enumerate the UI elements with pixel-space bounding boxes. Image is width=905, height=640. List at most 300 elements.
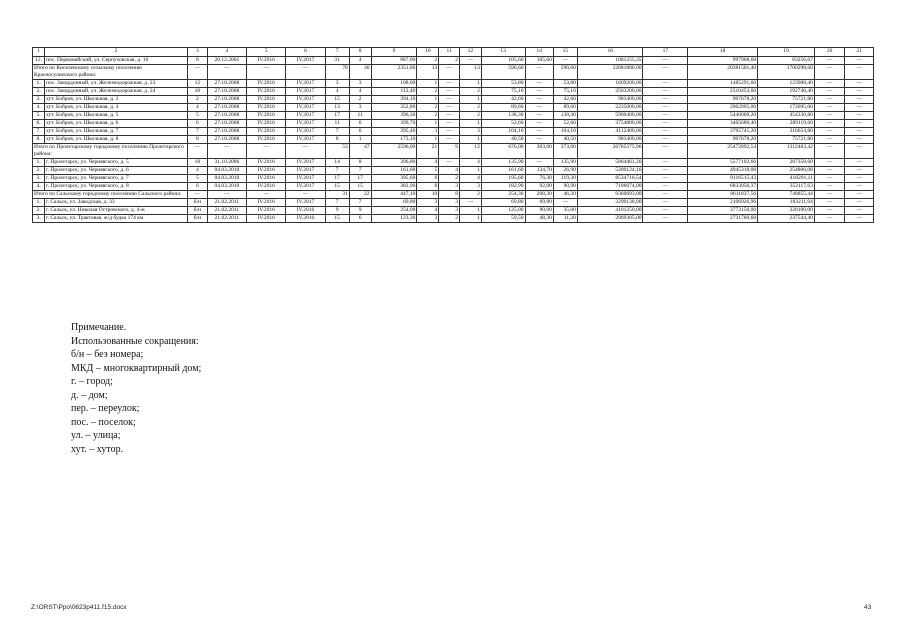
table-cell: 6 <box>349 128 371 136</box>
table-cell: — <box>814 159 845 167</box>
table-cell: 676,00 <box>481 144 525 159</box>
file-path-footer: Z:\ORST\Ppo\0623p411.f15.docx <box>31 604 127 611</box>
table-row <box>33 175 874 183</box>
table-cell: 983400,00 <box>577 136 643 144</box>
address-cell: хут. Бобров, ул. Школьная, д. 7 <box>45 128 188 136</box>
table-cell: 36 <box>349 65 371 80</box>
table-cell: 52,60 <box>481 120 525 128</box>
table-cell: — <box>643 175 688 183</box>
column-number-header: 13 <box>481 48 525 57</box>
table-cell: — <box>845 159 874 167</box>
table-cell: — <box>845 175 874 183</box>
table-row <box>33 112 874 120</box>
table-cell: 395,40 <box>371 128 417 136</box>
table-cell: — <box>845 57 874 65</box>
table-cell: — <box>814 120 845 128</box>
table-cell: — <box>814 167 845 175</box>
table-cell: IV.2016 <box>247 175 286 183</box>
table-row <box>33 167 874 175</box>
table-cell: 1 <box>349 136 371 144</box>
table-cell: 4 <box>459 159 481 167</box>
table-cell: 25472892,54 <box>688 144 758 159</box>
table-cell: — <box>439 128 460 136</box>
subtotal-row <box>33 65 874 80</box>
table-cell: 2 <box>459 112 481 120</box>
table-cell: 287358,60 <box>758 159 815 167</box>
table-cell: 2 <box>459 88 481 96</box>
table-cell: 5577102,66 <box>688 159 758 167</box>
address-cell: хут. Бобров, ул. Школьная, д. 5 <box>45 112 188 120</box>
table-cell: 396,30 <box>371 112 417 120</box>
table-cell: 418201,11 <box>758 175 815 183</box>
table-cell: — <box>845 207 874 215</box>
table-cell: — <box>247 191 286 199</box>
table-cell: IV.2016 <box>247 215 286 223</box>
table-cell: 6 <box>417 183 439 191</box>
table-cell: 373,00 <box>553 144 577 159</box>
table-cell: 31.10.2006 <box>207 159 246 167</box>
table-cell: 3 <box>349 80 371 88</box>
table-cell: 3465680,40 <box>688 120 758 128</box>
table-cell: 48,30 <box>525 215 553 223</box>
address-cell: г. Сальск, ул. Николая Островского, д. 4-ж <box>45 207 188 215</box>
table-cell: — <box>814 191 845 199</box>
table-cell: 12 <box>459 144 481 159</box>
table-cell: 3 <box>349 104 371 112</box>
table-cell: 83256,67 <box>758 57 815 65</box>
table-cell: 2. <box>33 167 45 175</box>
table-cell: 2596,00 <box>371 144 417 159</box>
table-cell: 4 <box>349 88 371 96</box>
table-cell: — <box>525 128 553 136</box>
table-cell: 8534716,54 <box>577 175 643 183</box>
table-cell: — <box>643 128 688 136</box>
table-cell: — <box>845 104 874 112</box>
table-row <box>33 80 874 88</box>
abbrev-item: ул. – улица; <box>71 430 121 441</box>
table-cell: — <box>814 175 845 183</box>
table-cell: — <box>553 57 577 65</box>
table-row <box>33 207 874 215</box>
table-cell: 27.10.2008 <box>207 136 246 144</box>
table-cell: 1485291,60 <box>688 80 758 88</box>
table-cell: 172095,00 <box>758 104 815 112</box>
table-header-row <box>33 48 874 57</box>
table-cell: 6 <box>417 175 439 183</box>
table-cell: 2. <box>33 207 45 215</box>
table-cell: — <box>643 167 688 175</box>
table-cell: IV.2017 <box>286 80 325 88</box>
table-cell: 14 <box>325 159 349 167</box>
table-cell: 2351,80 <box>371 65 417 80</box>
table-cell: 4101250,00 <box>577 207 643 215</box>
table-row <box>33 57 874 65</box>
table-row <box>33 215 874 223</box>
table-cell: — <box>845 191 874 199</box>
table-cell: — <box>814 104 845 112</box>
housing-register-table <box>32 47 874 223</box>
table-cell: — <box>439 136 460 144</box>
column-number-header: 18 <box>688 48 758 57</box>
table-cell: 123,30 <box>371 215 417 223</box>
table-cell: IV.2017 <box>286 167 325 175</box>
table-cell: IV.2016 <box>247 207 286 215</box>
table-cell: 20381501,40 <box>688 65 758 80</box>
table-cell: 6 <box>349 215 371 223</box>
table-cell: 8611837,56 <box>688 191 758 199</box>
column-number-header: 20 <box>814 48 845 57</box>
table-cell: IV.2017 <box>286 57 325 65</box>
table-cell: — <box>845 136 874 144</box>
table-cell: IV.2017 <box>286 88 325 96</box>
table-cell: 4 <box>325 88 349 96</box>
table-cell: — <box>459 57 481 65</box>
table-cell: 53,80 <box>481 80 525 88</box>
table-cell: 21.02.2011 <box>207 207 246 215</box>
column-number-header: 16 <box>577 48 643 57</box>
table-cell: 1. <box>33 199 45 207</box>
table-cell: — <box>643 191 688 199</box>
table-cell: IV.2016 <box>247 136 286 144</box>
table-cell: 454330,80 <box>758 112 815 120</box>
table-cell: 11 <box>349 112 371 120</box>
table-cell: 8 <box>439 191 460 199</box>
table-cell: 134,70 <box>525 167 553 175</box>
table-cell: 316654,80 <box>758 128 815 136</box>
table-cell: — <box>247 65 286 80</box>
table-cell: 447,10 <box>371 191 417 199</box>
table-cell: 2 <box>439 175 460 183</box>
table-cell: — <box>286 191 325 199</box>
table-cell: — <box>286 144 325 159</box>
table-cell: — <box>845 144 874 159</box>
table-cell: 26,90 <box>553 167 577 175</box>
table-cell: 104,10 <box>481 128 525 136</box>
table-row <box>33 199 874 207</box>
table-cell: — <box>845 199 874 207</box>
table-cell: 4 <box>188 167 208 175</box>
table-cell: — <box>845 80 874 88</box>
table-cell: 2 <box>459 191 481 199</box>
column-number-header: 17 <box>643 48 688 57</box>
table-cell: 3795745,20 <box>688 128 758 136</box>
table-cell: IV.2017 <box>286 96 325 104</box>
table-cell: IV.2016 <box>247 112 286 120</box>
table-cell: 237544,40 <box>758 215 815 223</box>
table-cell: 11,20 <box>553 215 577 223</box>
column-number-header: 3 <box>188 48 208 57</box>
table-cell: — <box>525 120 553 128</box>
table-cell: 35,00 <box>553 207 577 215</box>
table-cell: 5 <box>188 175 208 183</box>
table-cell: 04.03.2010 <box>207 175 246 183</box>
table-cell: — <box>643 207 688 215</box>
table-row <box>33 104 874 112</box>
table-cell: IV.2016 <box>247 57 286 65</box>
abbrev-item: МКД – многоквартирный дом; <box>71 362 202 374</box>
table-cell: 887,00 <box>371 57 417 65</box>
table-cell: 8 <box>349 159 371 167</box>
table-cell: — <box>207 191 246 199</box>
table-cell: — <box>525 159 553 167</box>
table-cell: 352117,63 <box>758 183 815 191</box>
table-cell: 3. <box>33 175 45 183</box>
table-cell: 352,80 <box>371 104 417 112</box>
column-number-header: 6 <box>286 48 325 57</box>
table-cell: 5 <box>188 112 208 120</box>
table-cell: 10 <box>417 191 439 199</box>
page-number: 43 <box>864 604 872 611</box>
table-cell: — <box>643 144 688 159</box>
table-cell: — <box>643 136 688 144</box>
table-cell: 195,60 <box>481 175 525 183</box>
address-cell: пос. Закордонный, ул. Железнодорожная, д. 24 <box>45 88 188 96</box>
table-row <box>33 88 874 96</box>
table-cell: 75721,80 <box>758 96 815 104</box>
table-cell: 20.12.2001 <box>207 57 246 65</box>
table-cell: 2 <box>349 96 371 104</box>
table-cell: 69,80 <box>525 199 553 207</box>
table-cell: 2503200,00 <box>577 88 643 96</box>
table-cell: 6. <box>33 120 45 128</box>
table-cell: 1700298,60 <box>758 65 815 80</box>
table-cell: 27.10.2008 <box>207 104 246 112</box>
table-cell: — <box>525 112 553 120</box>
table-cell: IV.2016 <box>247 120 286 128</box>
table-cell: 8 <box>188 57 208 65</box>
table-cell: — <box>845 88 874 96</box>
table-row <box>33 183 874 191</box>
table-cell: — <box>814 207 845 215</box>
table-cell: 1081255,35 <box>577 57 643 65</box>
table-cell: — <box>553 199 577 207</box>
table-cell: 183211,04 <box>758 199 815 207</box>
table-cell: 394,10 <box>371 96 417 104</box>
table-cell: 8. <box>33 136 45 144</box>
table-cell: — <box>814 88 845 96</box>
table-cell: 89,60 <box>481 104 525 112</box>
table-cell: 52,60 <box>553 120 577 128</box>
table-cell: 17 <box>325 175 349 183</box>
address-cell: хут. Бобров, ул. Школьная, д. 2 <box>45 96 188 104</box>
table-cell: — <box>207 144 246 159</box>
table-cell: 161,60 <box>371 167 417 175</box>
table-cell: 15 <box>325 96 349 104</box>
address-cell: г. Сальск, ул. Заводская, д. 33 <box>45 199 188 207</box>
table-row <box>33 96 874 104</box>
notes-block <box>71 321 201 456</box>
table-cell: 2 <box>417 57 439 65</box>
table-cell: 1 <box>417 96 439 104</box>
table-cell: 254,00 <box>371 207 417 215</box>
table-cell: IV.2016 <box>247 159 286 167</box>
table-cell: 254,30 <box>481 191 525 199</box>
table-cell: 42,60 <box>553 96 577 104</box>
table-cell: 161,60 <box>481 167 525 175</box>
table-cell: 27.10.2008 <box>207 112 246 120</box>
table-cell: IV.2016 <box>247 183 286 191</box>
table-cell: 15 <box>325 183 349 191</box>
table-cell: — <box>643 199 688 207</box>
table-cell: 75721,80 <box>758 136 815 144</box>
table-cell: 907678,20 <box>688 96 758 104</box>
table-cell: IV.2017 <box>286 128 325 136</box>
table-cell: 3 <box>459 183 481 191</box>
abbrev-item: д. – дом; <box>71 389 108 401</box>
table-cell: 7. <box>33 128 45 136</box>
table-cell: 1 <box>417 80 439 88</box>
table-cell: — <box>525 88 553 96</box>
table-cell: 10 <box>188 88 208 96</box>
table-cell: — <box>814 57 845 65</box>
table-row <box>33 136 874 144</box>
table-cell: — <box>439 80 460 88</box>
table-cell: 7 <box>349 199 371 207</box>
table-cell: — <box>643 183 688 191</box>
table-cell: 04.03.2010 <box>207 167 246 175</box>
table-cell: 3 <box>417 128 439 136</box>
table-cell: — <box>845 65 874 80</box>
abbrev-item: б/н – без номера; <box>71 349 144 360</box>
column-number-header: 8 <box>349 48 371 57</box>
table-cell: 2310453,60 <box>688 88 758 96</box>
table-cell: 6 <box>349 120 371 128</box>
notes-intro: Использованные сокращения: <box>71 335 199 347</box>
column-number-header: 10 <box>417 48 439 57</box>
table-cell: — <box>643 65 688 80</box>
table-cell: — <box>525 80 553 88</box>
table-cell: 135,90 <box>553 159 577 167</box>
table-cell: IV.2016 <box>247 128 286 136</box>
address-cell: г. Пролетарск, ул. Чернявского, д. 6 <box>45 167 188 175</box>
table-cell: 15 <box>325 215 349 223</box>
table-cell: 3 <box>439 199 460 207</box>
table-cell: — <box>814 128 845 136</box>
table-cell: 396,80 <box>371 159 417 167</box>
table-cell: — <box>525 96 553 104</box>
table-cell: — <box>814 65 845 80</box>
notes-title: Примечание. <box>71 322 127 333</box>
table-cell: 12. <box>33 57 45 65</box>
table-cell: 8 <box>188 136 208 144</box>
table-cell: — <box>814 215 845 223</box>
table-cell: 21.02.2011 <box>207 199 246 207</box>
table-cell: 53 <box>325 144 349 159</box>
address-cell: хут. Бобров, ул. Школьная, д. 6 <box>45 120 188 128</box>
table-cell: IV.2016 <box>247 88 286 96</box>
table-cell: IV.2016 <box>247 80 286 88</box>
table-cell: 22081800,00 <box>577 65 643 80</box>
table-cell: 2 <box>439 215 460 223</box>
column-number-header: 5 <box>247 48 286 57</box>
table-cell: — <box>247 144 286 159</box>
table-cell: 4112400,00 <box>577 128 643 136</box>
table-cell: — <box>845 96 874 104</box>
table-cell: 2235000,00 <box>577 104 643 112</box>
table-cell: — <box>845 112 874 120</box>
table-cell: 395,60 <box>371 175 417 183</box>
table-cell: 15 <box>349 183 371 191</box>
subtotal-label: Итого по Киселевскому сельскому поселению Красносулинского района: <box>33 65 188 80</box>
table-cell: — <box>814 96 845 104</box>
table-cell: — <box>643 96 688 104</box>
table-cell: 3. <box>33 215 45 223</box>
table-cell: 1 <box>459 167 481 175</box>
table-cell: 76,30 <box>525 175 553 183</box>
column-number-header: 1 <box>33 48 45 57</box>
table-cell: — <box>439 65 460 80</box>
table-cell: 3. <box>33 96 45 104</box>
table-cell: — <box>814 183 845 191</box>
table-cell: 27.10.2008 <box>207 120 246 128</box>
abbrev-item: г. – город; <box>71 376 113 387</box>
table-cell: 596,60 <box>481 65 525 80</box>
address-cell: пос. Первомайский, ул. Серпуховская, д. 16 <box>45 57 188 65</box>
table-cell: 40,50 <box>481 136 525 144</box>
table-cell: 2. <box>33 88 45 96</box>
table-cell: 21.02.2011 <box>207 215 246 223</box>
table-cell: 7 <box>325 199 349 207</box>
table-cell: 2 <box>417 104 439 112</box>
table-cell: 1 <box>459 96 481 104</box>
table-cell: IV.2017 <box>286 104 325 112</box>
table-cell: 11 <box>325 120 349 128</box>
table-cell: 22 <box>349 191 371 199</box>
table-cell: — <box>439 88 460 96</box>
table-cell: — <box>643 215 688 223</box>
address-cell: г. Пролетарск, ул. Чернявского, д. 8 <box>45 183 188 191</box>
table-cell: IV.2016 <box>286 215 325 223</box>
table-cell: 1 <box>459 207 481 215</box>
table-cell: 3 <box>439 207 460 215</box>
table-cell: 27.10.2008 <box>207 128 246 136</box>
table-cell: 4. <box>33 104 45 112</box>
table-cell: 3 <box>417 199 439 207</box>
table-cell: 5 <box>417 167 439 175</box>
table-cell: — <box>439 159 460 167</box>
table-cell: 53,80 <box>553 80 577 88</box>
table-cell: 3 <box>417 215 439 223</box>
column-number-header: 7 <box>325 48 349 57</box>
table-cell: — <box>814 80 845 88</box>
table-cell: 2 <box>417 88 439 96</box>
table-cell: 69,80 <box>371 199 417 207</box>
table-cell: 4945318,08 <box>688 167 758 175</box>
table-cell: 9 <box>325 207 349 215</box>
table-cell: 18 <box>188 159 208 167</box>
table-cell: 2 <box>459 104 481 112</box>
table-cell: IV.2016 <box>247 167 286 175</box>
table-cell: 59,50 <box>481 215 525 223</box>
table-cell: 90,90 <box>553 183 577 191</box>
table-cell: IV.2017 <box>286 159 325 167</box>
column-number-header: 15 <box>553 48 577 57</box>
table-cell: IV.2017 <box>286 136 325 144</box>
table-cell: 7 <box>325 128 349 136</box>
table-cell: 303,00 <box>525 144 553 159</box>
table-cell: 1 <box>459 80 481 88</box>
table-cell: — <box>439 104 460 112</box>
subtotal-label: Итого по Пролетарскому городскому поселению Пролетарского района: <box>33 144 188 159</box>
table-cell: 9 <box>439 144 460 159</box>
table-cell: — <box>286 65 325 80</box>
column-number-header: 4 <box>207 48 246 57</box>
table-cell: 4 <box>417 159 439 167</box>
column-number-header: 21 <box>845 48 874 57</box>
table-cell: б/н <box>188 215 208 223</box>
table-cell: 328100,00 <box>758 207 815 215</box>
table-cell: 2731760,60 <box>688 215 758 223</box>
